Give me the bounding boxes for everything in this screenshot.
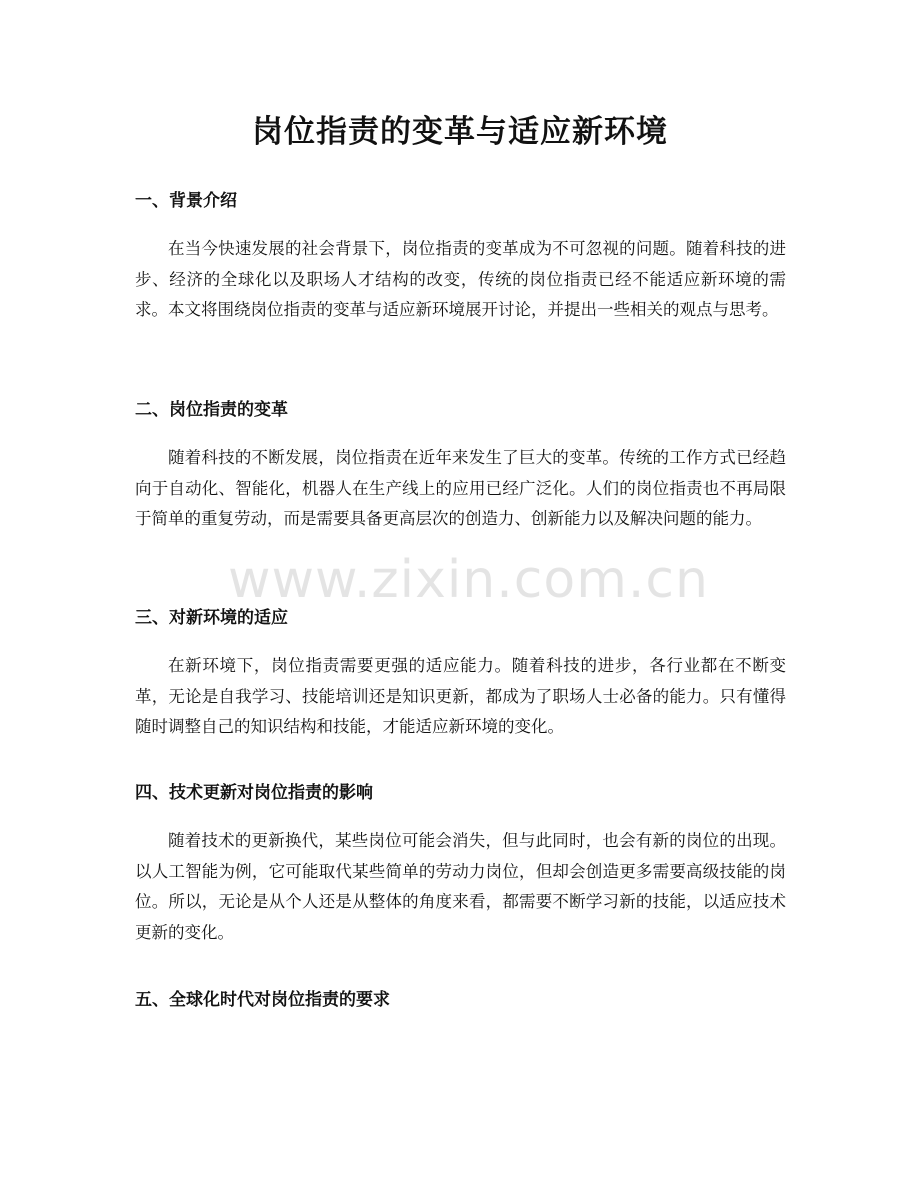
section-heading-adaptation: 三、对新环境的适应 xyxy=(135,608,288,628)
section-body-technology-impact: 随着技术的更新换代，某些岗位可能会消失，但与此同时，也会有新的岗位的出现。以人工智能为例，它可能取代某些简单的劳动力岗位，但却会创造更多需要高级技能的岗位。所以，无论是从个人还是从整体的角度来看，都需要不断学习新的技能，以适应技术更新的变化。 xyxy=(135,831,786,943)
document-title: 岗位指责的变革与适应新环境 xyxy=(252,114,668,150)
section-heading-transformation: 二、岗位指责的变革 xyxy=(135,400,288,420)
section-body-background: 在当今快速发展的社会背景下，岗位指责的变革成为不可忽视的问题。随着科技的进步、经济的全球化以及职场人才结构的改变，传统的岗位指责已经不能适应新环境的需求。本文将围绕岗位指责的变革与适应新环境展开讨论，并提出一些相关的观点与思考。 xyxy=(135,239,786,320)
section-heading-globalization: 五、全球化时代对岗位指责的要求 xyxy=(135,990,390,1010)
section-body-adaptation: 在新环境下，岗位指责需要更强的适应能力。随着科技的进步，各行业都在不断变革，无论是自我学习、技能培训还是知识更新，都成为了职场人士必备的能力。只有懂得随时调整自己的知识结构和技能，才能适应新环境的变化。 xyxy=(135,656,786,737)
section-heading-background: 一、背景介绍 xyxy=(135,191,237,211)
watermark: www.zixin.com.cn xyxy=(228,550,709,610)
section-body-transformation: 随着科技的不断发展，岗位指责在近年来发生了巨大的变革。传统的工作方式已经趋向于自动化、智能化，机器人在生产线上的应用已经广泛化。人们的岗位指责也不再局限于简单的重复劳动，而是需要具备更高层次的创造力、创新能力以及解决问题的能力。 xyxy=(135,448,786,529)
section-heading-technology-impact: 四、技术更新对岗位指责的影响 xyxy=(135,783,373,803)
